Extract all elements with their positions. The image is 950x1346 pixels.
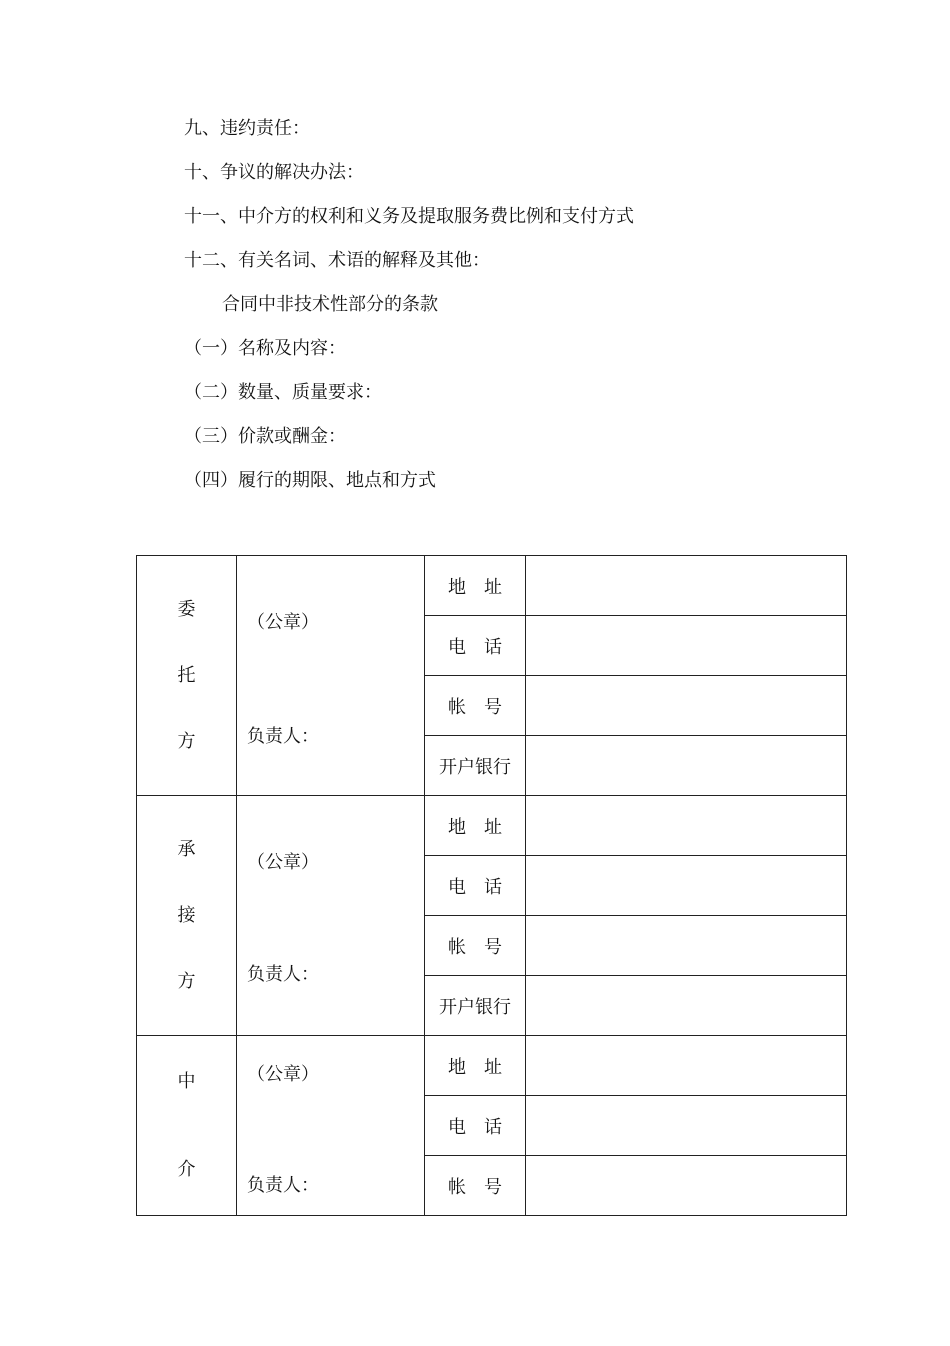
item-2: （二）数量、质量要求： (184, 382, 382, 403)
account-label: 帐 号 (425, 1156, 526, 1216)
address-value-intermediary[interactable] (526, 1036, 847, 1096)
party-char: 接 (177, 904, 196, 926)
item-4: （四）履行的期限、地点和方式 (184, 470, 436, 491)
party-char: 方 (177, 970, 196, 992)
table-row (137, 796, 847, 856)
phone-value-client[interactable] (526, 616, 847, 676)
account-value-intermediary[interactable] (526, 1156, 847, 1216)
table-row (137, 556, 847, 616)
address-value-contractor[interactable] (526, 796, 847, 856)
clause-11: 十一、中介方的权利和义务及提取服务费比例和支付方式 (184, 206, 634, 227)
address-label: 地 址 (425, 1036, 526, 1096)
account-value-client[interactable] (526, 676, 847, 736)
party-char: 中 (177, 1070, 196, 1092)
seal-cell-contractor (237, 796, 425, 1036)
party-char: 托 (177, 664, 196, 686)
responsible-label: 负责人： (247, 964, 319, 985)
bank-label: 开户银行 (425, 736, 526, 796)
table-row (137, 1036, 847, 1096)
bank-label: 开户银行 (425, 976, 526, 1036)
account-label: 帐 号 (425, 916, 526, 976)
account-label: 帐 号 (425, 676, 526, 736)
phone-label: 电 话 (425, 856, 526, 916)
seal-cell-intermediary (237, 1036, 425, 1216)
seal-label: （公章） (247, 612, 319, 633)
signature-table (136, 555, 847, 1216)
address-value-client[interactable] (526, 556, 847, 616)
bank-value-client[interactable] (526, 736, 847, 796)
party-client (137, 556, 237, 796)
party-contractor (137, 796, 237, 1036)
clause-12: 十二、有关名词、术语的解释及其他： (184, 250, 490, 271)
phone-value-contractor[interactable] (526, 856, 847, 916)
section-title: 合同中非技术性部分的条款 (222, 294, 438, 315)
responsible-label: 负责人： (247, 1175, 319, 1196)
seal-cell-client (237, 556, 425, 796)
phone-label: 电 话 (425, 616, 526, 676)
item-1: （一）名称及内容： (184, 338, 346, 359)
account-value-contractor[interactable] (526, 916, 847, 976)
party-intermediary (137, 1036, 237, 1216)
responsible-label: 负责人： (247, 726, 319, 747)
party-char: 方 (177, 730, 196, 752)
phone-label: 电 话 (425, 1096, 526, 1156)
party-char: 承 (177, 838, 196, 860)
clause-9: 九、违约责任： (184, 118, 310, 139)
address-label: 地 址 (425, 796, 526, 856)
item-3: （三）价款或酬金： (184, 426, 346, 447)
seal-label: （公章） (247, 852, 319, 873)
phone-value-intermediary[interactable] (526, 1096, 847, 1156)
party-char: 委 (177, 598, 196, 620)
address-label: 地 址 (425, 556, 526, 616)
seal-label: （公章） (247, 1064, 319, 1085)
party-char: 介 (177, 1158, 196, 1180)
clause-10: 十、争议的解决办法： (184, 162, 364, 183)
bank-value-contractor[interactable] (526, 976, 847, 1036)
